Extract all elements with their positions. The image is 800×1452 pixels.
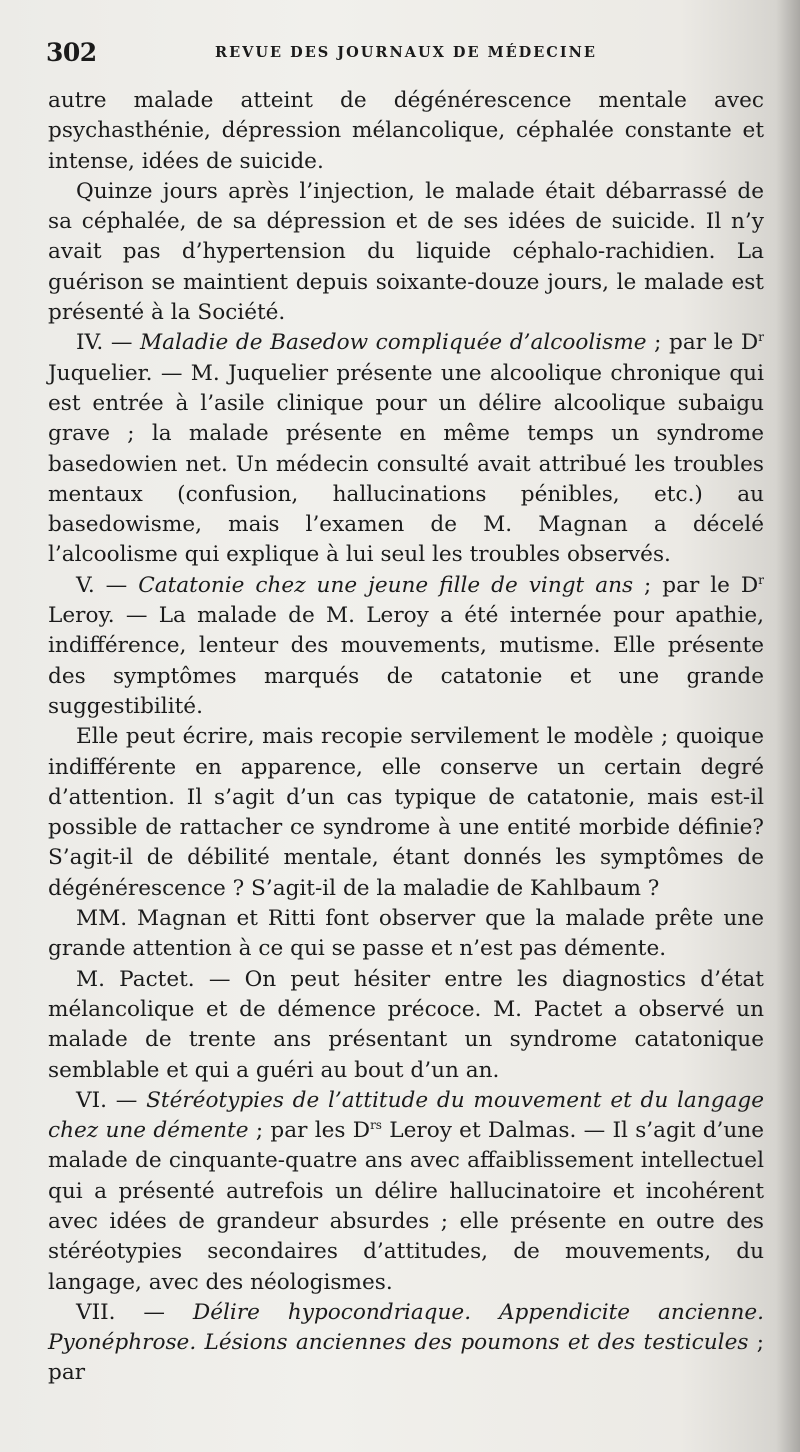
paragraph-text: autre malade atteint de dégénérescence mentale avec psychasthénie, dépression mélancolique, céphalée constante et intense, idées de suicide.: [48, 88, 764, 174]
paragraph-text: M. Pactet. — On peut hésiter entre les diagnostics d’état mélancolique et de démence précoce. M. Pactet a observé un malade de trente ans présentant un syndrome catatonique semblable et qui a guéri au bout d’un an.: [48, 966, 764, 1083]
paragraph-text: Juquelier. — M. Juquelier présente une alcoolique chronique qui est entrée à l’asile clinique pour un délire alcoolique subaigu grave ; la malade présente en même temps un syndrome basedowien net. Un médecin consulté avait attribué les troubles mentaux (confusion, hallucinations pénibles, etc.) au basedowisme, mais l’examen de M. Magnan a décelé l’alcoolisme qui explique à lui seul les troubles observés.: [48, 360, 764, 568]
paragraph: [48, 86, 764, 177]
section-number: V. —: [76, 572, 139, 598]
section-paragraph-iv: [48, 328, 764, 570]
section-title: Catatonie chez une jeune fille de vingt ans: [138, 572, 634, 598]
section-number: VI. —: [76, 1087, 147, 1113]
section-paragraph-vii: [48, 1298, 764, 1389]
section-title: Stéréotypies de l’attitude du mouvement et du langage chez une démente: [48, 1087, 764, 1144]
paragraph: [48, 722, 764, 904]
paragraph-text: Quinze jours après l’injection, le malade était débarrassé de sa céphalée, de sa dépression et de ses idées de suicide. Il n’y avait pas d’hypertension du liquide céphalo-rachidien. La guérison se maintient depuis soixante-douze jours, le malade est présenté à la Société.: [48, 178, 764, 326]
page-number: 302: [46, 38, 97, 67]
paragraph-text: Leroy et Dalmas. — Il s’agit d’une malade de cinquante-quatre ans avec affaiblissement intellectuel qui a présenté autrefois un délire hallucinatoire et incohérent avec idées de grandeur absurdes ; elle présente en outre des stéréotypies secondaires d’attitudes, de mouvements, du langage, avec des néologismes.: [48, 1118, 764, 1295]
running-title: REVUE DES JOURNAUX DE MÉDECINE: [215, 44, 597, 61]
paragraph-text: Leroy. — La malade de M. Leroy a été internée pour apathie, indifférence, lenteur des mouvements, mutisme. Elle présente des symptômes marqués de catatonie et une grande suggestibilité.: [48, 603, 764, 719]
paragraph-text: ; par le D: [646, 330, 759, 356]
paragraph-text: ; par: [48, 1330, 764, 1386]
paragraph-text: MM. Magnan et Ritti font observer que la malade prête une grande attention à ce qui se passe et n’est pas démente.: [48, 906, 764, 962]
paragraph: [48, 177, 764, 328]
paragraph-text: Elle peut écrire, mais recopie servilement le modèle ; quoique indifférente en apparence, elle conserve un certain degré d’attention. Il s’agit d’un cas typique de catatonie, mais est-il possible de rattacher ce syndrome à une entité morbide définie? S’agit-il de débilité mentale, étant donnés les symptômes de dégénérescence ? S’agit-il de la maladie de Kahlbaum ?: [48, 724, 764, 901]
section-number: VII. —: [76, 1299, 193, 1325]
section-title: Délire hypocondriaque. Appendicite ancienne. Pyonéphrose. Lésions anciennes des poumons et des testicules: [48, 1299, 764, 1356]
superscript: r: [758, 572, 764, 587]
paragraph-text: ; par le D: [633, 572, 759, 598]
article-body: [48, 86, 764, 1389]
section-title: Maladie de Basedow compliquée d’alcoolisme: [140, 330, 647, 356]
section-paragraph-v: [48, 571, 764, 722]
superscript: r: [758, 330, 764, 345]
page-header: [46, 38, 766, 78]
section-paragraph-vi: [48, 1086, 764, 1298]
superscript: rs: [370, 1117, 382, 1132]
paragraph: [48, 965, 764, 1086]
paragraph-text: ; par les D: [248, 1118, 371, 1144]
paragraph: [48, 904, 764, 965]
section-number: IV. —: [76, 330, 141, 356]
